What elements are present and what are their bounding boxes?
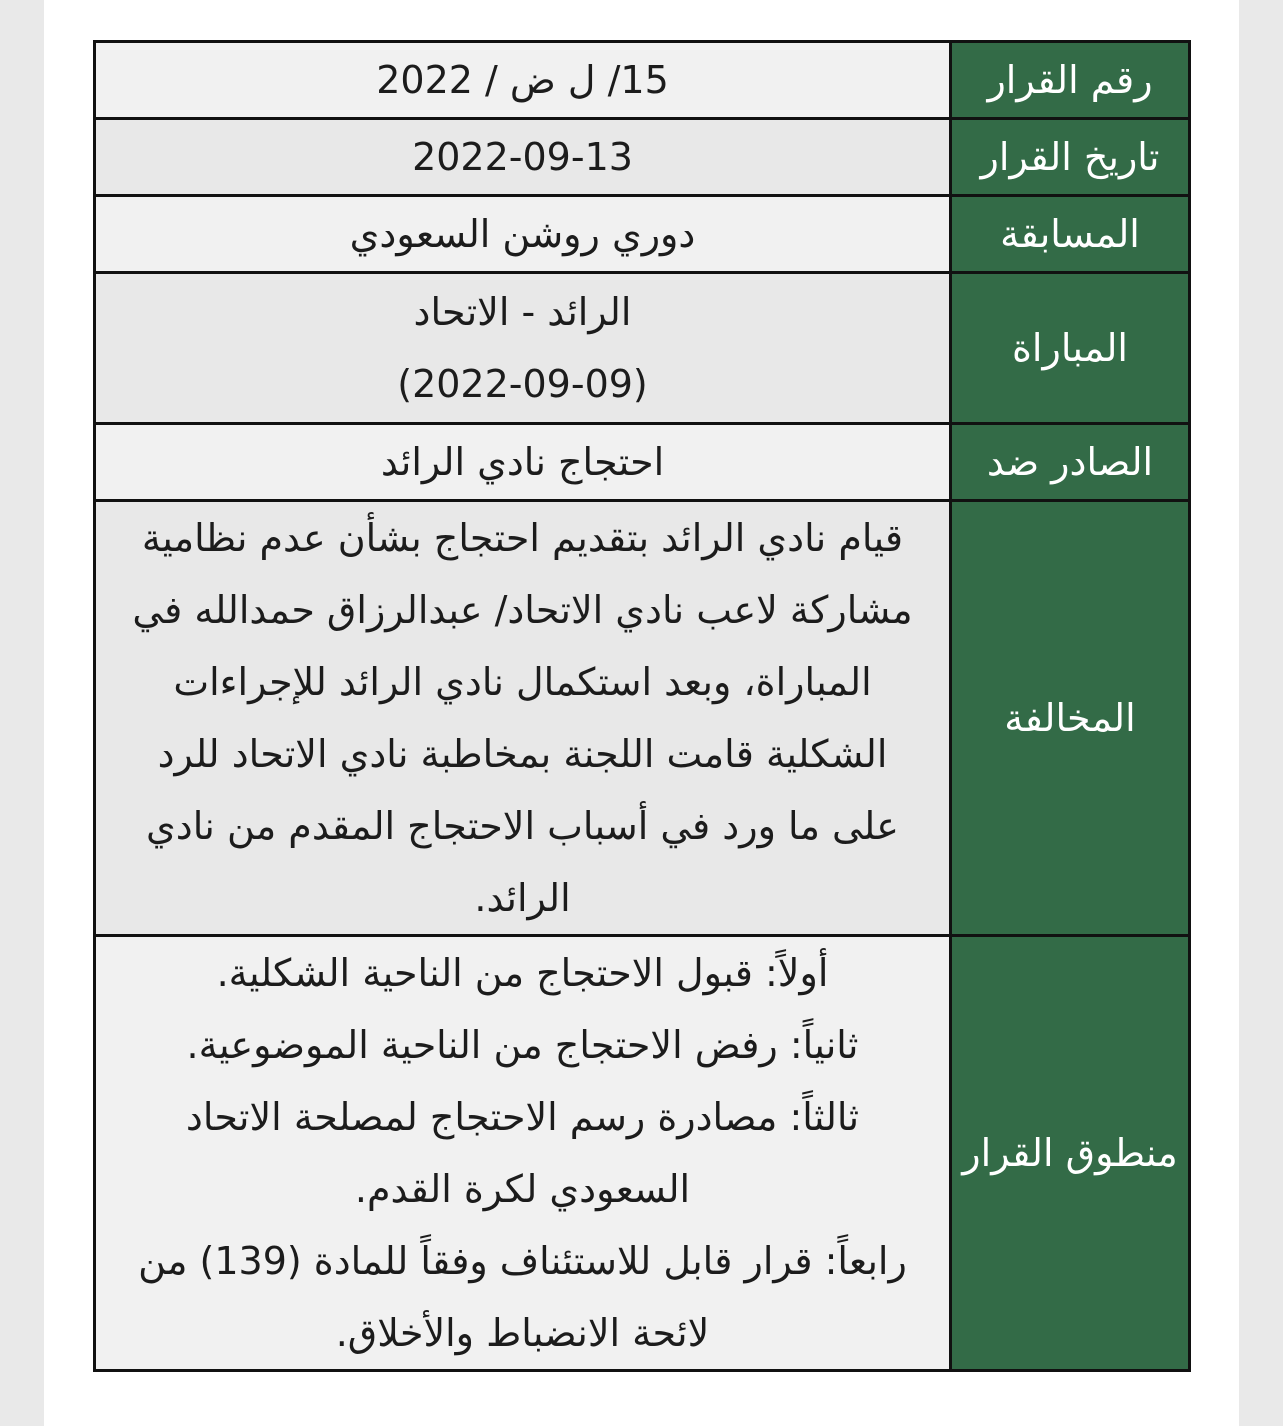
label-competition: المسابقة <box>951 196 1190 273</box>
value-decision-date <box>95 119 951 196</box>
match-date-text: (2022-09-09) <box>397 362 648 406</box>
value-violation <box>95 501 951 936</box>
violation-line: على ما ورد في أسباب الاحتجاج المقدم من نادي <box>146 804 899 848</box>
value-issued-against <box>95 424 951 501</box>
issued-against-text: احتجاج نادي الرائد <box>380 440 665 484</box>
decision-table <box>93 40 1191 1372</box>
violation-line: قيام نادي الرائد بتقديم احتجاج بشأن عدم نظامية <box>141 516 904 560</box>
ruling-line: أولاً: قبول الاحتجاج من الناحية الشكلية. <box>216 951 829 995</box>
row-ruling <box>95 936 1190 1371</box>
value-competition <box>95 196 951 273</box>
competition-text: دوري روشن السعودي <box>349 212 696 256</box>
ruling-line: ثانياً: رفض الاحتجاج من الناحية الموضوعية. <box>186 1023 859 1067</box>
ruling-line: لائحة الانضباط والأخلاق. <box>335 1311 710 1355</box>
value-ruling <box>95 936 951 1371</box>
row-decision-date <box>95 119 1190 196</box>
violation-line: مشاركة لاعب نادي الاتحاد/ عبدالرزاق حمدالله في <box>132 588 913 632</box>
label-decision-number: رقم القرار <box>951 42 1190 119</box>
violation-line: الرائد. <box>474 876 571 920</box>
ruling-line: رابعاً: قرار قابل للاستئناف وفقاً للمادة (139) من <box>138 1239 907 1283</box>
row-issued-against <box>95 424 1190 501</box>
page-margin-right <box>1239 0 1283 1426</box>
value-decision-number <box>95 42 951 119</box>
violation-line: الشكلية قامت اللجنة بمخاطبة نادي الاتحاد للرد <box>157 732 888 776</box>
ruling-line: ثالثاً: مصادرة رسم الاحتجاج لمصلحة الاتحاد <box>185 1095 860 1139</box>
row-violation <box>95 501 1190 936</box>
decision-date-text: 2022-09-13 <box>412 135 633 179</box>
label-match: المباراة <box>951 273 1190 424</box>
label-violation: المخالفة <box>951 501 1190 936</box>
ruling-line: السعودي لكرة القدم. <box>354 1167 691 1211</box>
label-issued-against: الصادر ضد <box>951 424 1190 501</box>
match-teams-text: الرائد - الاتحاد <box>413 290 632 334</box>
violation-line: المباراة، وبعد استكمال نادي الرائد للإجراءات <box>173 660 872 704</box>
value-match <box>95 273 951 424</box>
row-match <box>95 273 1190 424</box>
label-decision-date: تاريخ القرار <box>951 119 1190 196</box>
label-ruling: منطوق القرار <box>951 936 1190 1371</box>
row-competition <box>95 196 1190 273</box>
page-margin-left <box>0 0 44 1426</box>
row-decision-number <box>95 42 1190 119</box>
decision-number-text: 15/ ل ض / 2022 <box>376 58 669 102</box>
